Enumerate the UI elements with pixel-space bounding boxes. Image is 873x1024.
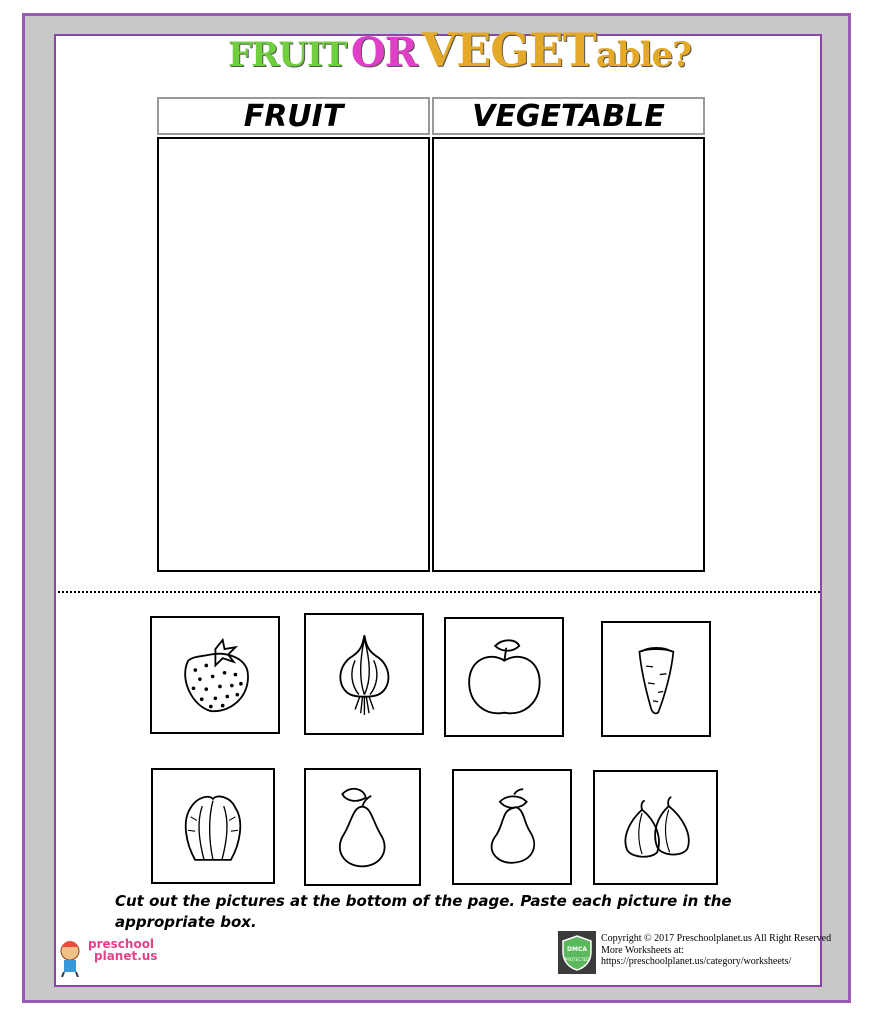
fruit-column-header: FRUIT [157, 97, 430, 135]
picture-card-apple[interactable] [444, 617, 564, 737]
apple-icon [458, 631, 551, 724]
lettuce-icon [165, 781, 261, 871]
copyright-line: Copyright © 2017 Preschoolplanet.us All Right Reserved [601, 933, 832, 944]
more-worksheets-line: More Worksheets at: [601, 944, 684, 956]
picture-card-onion[interactable] [304, 613, 424, 735]
strawberry-icon [165, 629, 266, 720]
copyright-block [601, 933, 831, 968]
instructions-text: Cut out the pictures at the bottom of the page. Paste each picture in the appropriate box. [115, 892, 732, 931]
picture-card-strawberry[interactable] [150, 616, 280, 734]
onion-icon [318, 627, 411, 721]
title-vegetable: VEGETable? [421, 23, 692, 77]
cut-line [58, 591, 820, 593]
logo-line2: planet.us [94, 949, 158, 963]
dmca-protected-label: PROTECTED [564, 956, 590, 962]
title-or: OR [350, 29, 417, 76]
logo-line1: preschool [88, 937, 155, 951]
carrot-icon [614, 634, 699, 724]
logo-text [88, 938, 157, 962]
vegetable-drop-box[interactable] [432, 137, 705, 572]
title-fruit: FRUIT [228, 35, 347, 75]
fruit-drop-box[interactable] [157, 137, 430, 572]
worksheets-link[interactable]: https://preschoolplanet.us/category/worksheets/ [601, 956, 792, 967]
picture-card-eggplant[interactable] [452, 769, 572, 885]
picture-card-pear[interactable] [304, 768, 421, 886]
picture-card-carrot[interactable] [601, 621, 711, 737]
pear-icon [317, 781, 407, 872]
picture-card-garlic[interactable] [593, 770, 718, 885]
vegetable-column-header: VEGETABLE [432, 97, 705, 135]
dmca-badge[interactable] [558, 931, 596, 974]
dmca-shield-icon [560, 934, 594, 972]
picture-card-lettuce[interactable] [151, 768, 275, 884]
eggplant-icon [466, 782, 559, 872]
page-title [228, 22, 691, 92]
garlic-icon [607, 783, 704, 872]
dmca-label: DMCA [567, 945, 587, 953]
